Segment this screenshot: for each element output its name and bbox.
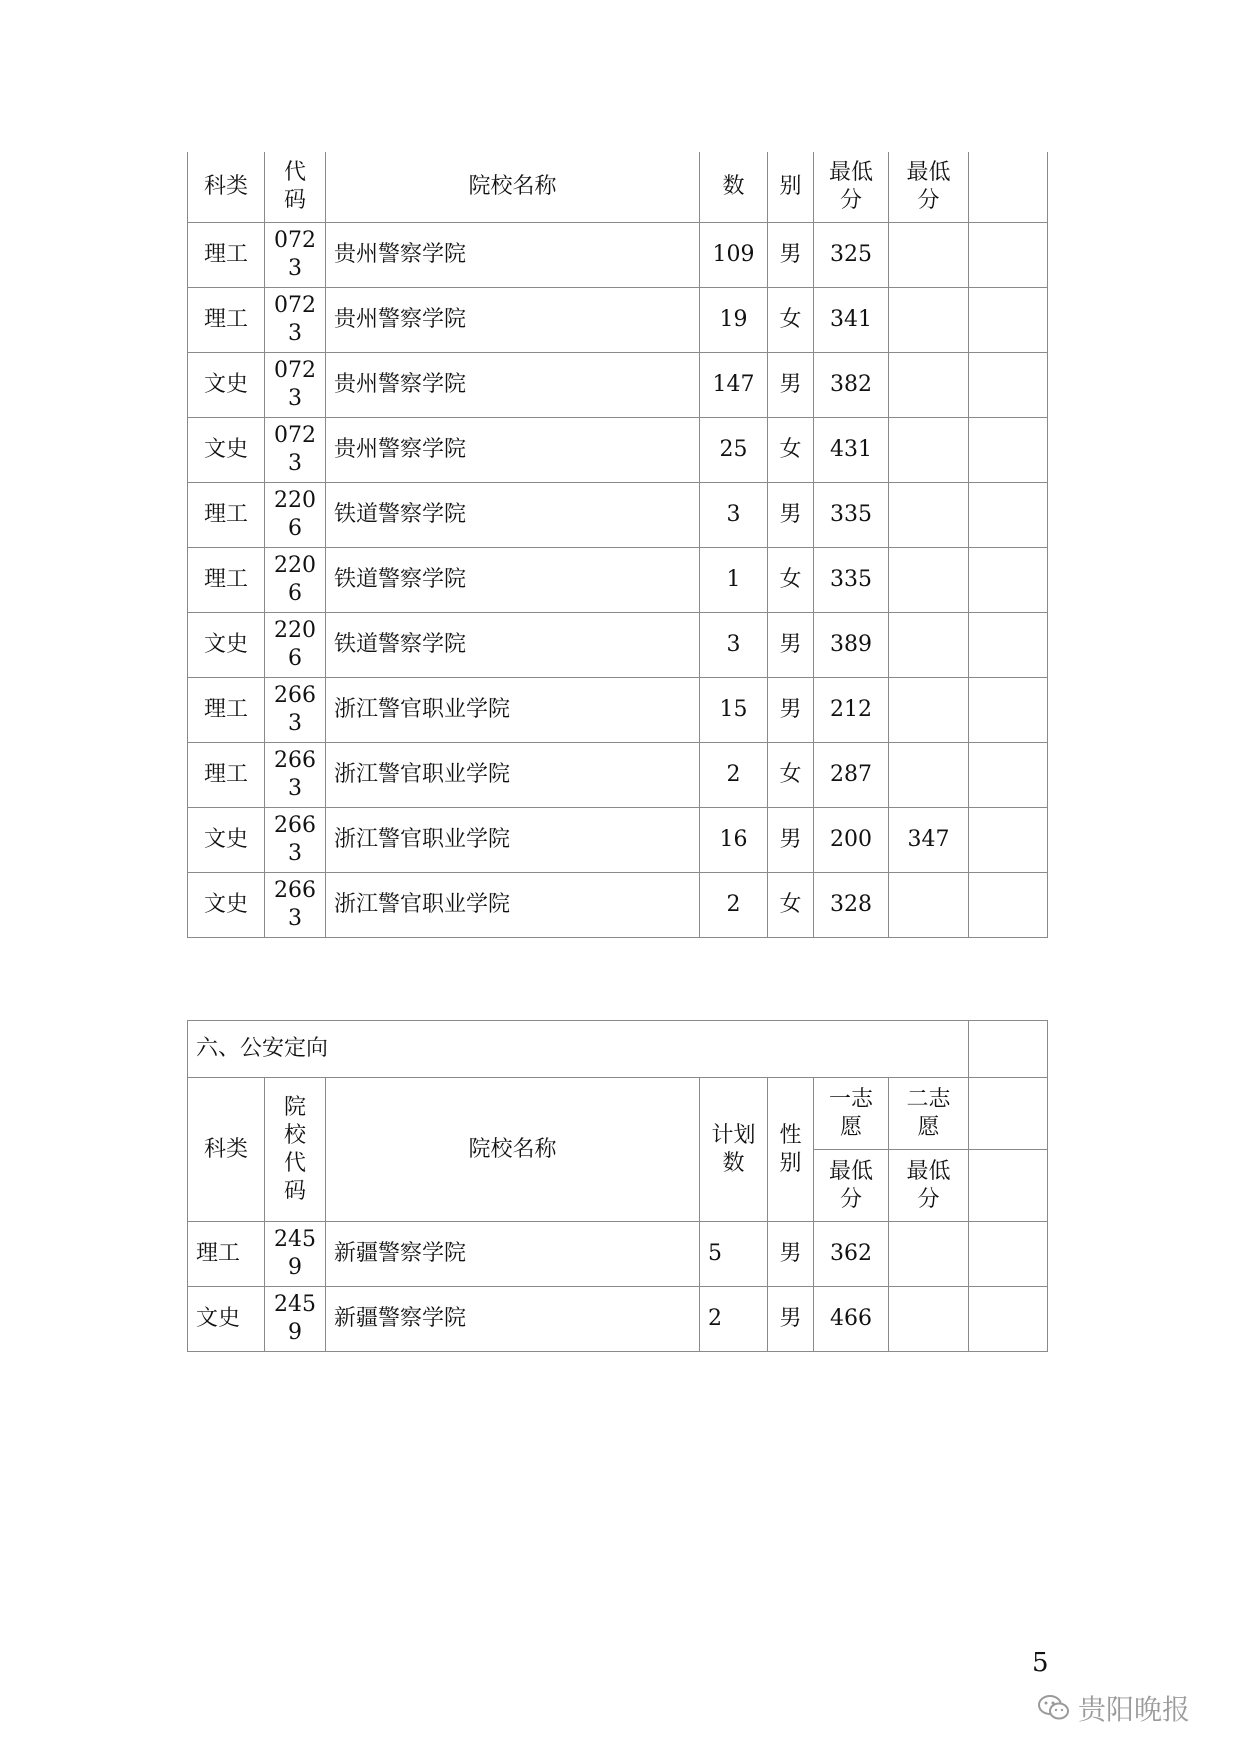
cell-code: 072 3 xyxy=(265,353,326,418)
cell-gender: 男 xyxy=(768,223,814,288)
cell-first-min: 431 xyxy=(814,418,889,483)
cell-first-min: 341 xyxy=(814,288,889,353)
page-top-cut xyxy=(187,0,1053,152)
cell-quota: 1 xyxy=(700,548,768,613)
cell-gender: 女 xyxy=(768,288,814,353)
cell-extra xyxy=(969,418,1048,483)
cell-quota: 25 xyxy=(700,418,768,483)
cell-gender: 男 xyxy=(768,353,814,418)
cell-code: 245 9 xyxy=(265,1287,326,1352)
cell-first-min: 466 xyxy=(814,1287,889,1352)
cell-gender: 男 xyxy=(768,1287,814,1352)
cell-first-min: 335 xyxy=(814,548,889,613)
table-row xyxy=(188,808,1048,873)
cell-school-name: 贵州警察学院 xyxy=(326,418,700,483)
cell-first-min: 362 xyxy=(814,1222,889,1287)
cell-first-min: 287 xyxy=(814,743,889,808)
table-row xyxy=(188,678,1048,743)
header-gender: 性 别 xyxy=(768,1078,814,1222)
cell-second-min xyxy=(889,288,969,353)
cell-quota: 15 xyxy=(700,678,768,743)
table-row xyxy=(188,223,1048,288)
cell-gender: 女 xyxy=(768,548,814,613)
cell-school-name: 新疆警察学院 xyxy=(326,1287,700,1352)
cell-extra xyxy=(969,808,1048,873)
cell-first-min: 335 xyxy=(814,483,889,548)
cell-code: 245 9 xyxy=(265,1222,326,1287)
cell-extra xyxy=(969,613,1048,678)
cell-second-min xyxy=(889,613,969,678)
cell-school-name: 贵州警察学院 xyxy=(326,223,700,288)
admission-table-continued xyxy=(187,150,1048,938)
cell-first-min: 382 xyxy=(814,353,889,418)
cell-quota: 2 xyxy=(700,1287,768,1352)
cell-quota: 19 xyxy=(700,288,768,353)
cell-second-min xyxy=(889,418,969,483)
cell-school-name: 浙江警官职业学院 xyxy=(326,808,700,873)
cell-second-min xyxy=(889,223,969,288)
cell-second-min xyxy=(889,483,969,548)
cell-gender: 女 xyxy=(768,873,814,938)
admission-table-section-six xyxy=(187,1020,1048,1352)
cell-category: 文史 xyxy=(188,873,265,938)
cell-quota: 16 xyxy=(700,808,768,873)
cell-extra xyxy=(969,353,1048,418)
cell-code: 266 3 xyxy=(265,808,326,873)
header-first-min: 最低 分 xyxy=(814,151,889,223)
cell-code: 266 3 xyxy=(265,873,326,938)
section-title-row xyxy=(188,1021,1048,1078)
cell-school-name: 浙江警官职业学院 xyxy=(326,743,700,808)
cell-school-name: 新疆警察学院 xyxy=(326,1222,700,1287)
header-gender: 别 xyxy=(768,151,814,223)
cell-code: 220 6 xyxy=(265,548,326,613)
cell-category: 文史 xyxy=(188,1287,265,1352)
cell-first-min: 325 xyxy=(814,223,889,288)
cell-extra xyxy=(969,483,1048,548)
cell-quota: 147 xyxy=(700,353,768,418)
cell-first-min: 212 xyxy=(814,678,889,743)
cell-school-name: 铁道警察学院 xyxy=(326,483,700,548)
page-number: 5 xyxy=(1032,1648,1049,1678)
cell-gender: 女 xyxy=(768,743,814,808)
cell-category: 文史 xyxy=(188,613,265,678)
cell-extra xyxy=(969,1287,1048,1352)
table-row xyxy=(188,1287,1048,1352)
cell-gender: 男 xyxy=(768,808,814,873)
cell-school-name: 贵州警察学院 xyxy=(326,288,700,353)
cell-second-min xyxy=(889,353,969,418)
header-quota: 计划 数 xyxy=(700,1078,768,1222)
header-first-choice: 一志 愿 xyxy=(814,1078,889,1150)
table-row xyxy=(188,548,1048,613)
table-row xyxy=(188,1222,1048,1287)
table-row xyxy=(188,353,1048,418)
header-code: 代 码 xyxy=(265,151,326,223)
cell-gender: 男 xyxy=(768,678,814,743)
header-code: 院 校 代 码 xyxy=(265,1078,326,1222)
table-row xyxy=(188,613,1048,678)
cell-category: 理工 xyxy=(188,548,265,613)
cell-code: 220 6 xyxy=(265,613,326,678)
table-row xyxy=(188,418,1048,483)
cell-code: 072 3 xyxy=(265,418,326,483)
table-row xyxy=(188,288,1048,353)
header-second-choice: 二志 愿 xyxy=(889,1078,969,1150)
cell-category: 文史 xyxy=(188,808,265,873)
cell-second-min xyxy=(889,873,969,938)
cell-quota: 3 xyxy=(700,613,768,678)
cell-gender: 男 xyxy=(768,1222,814,1287)
header-second-min: 最低 分 xyxy=(889,151,969,223)
cell-extra xyxy=(969,223,1048,288)
cell-category: 文史 xyxy=(188,418,265,483)
header-second-min: 最低 分 xyxy=(889,1150,969,1222)
table-row xyxy=(188,743,1048,808)
cell-category: 理工 xyxy=(188,1222,265,1287)
header-extra xyxy=(969,151,1048,223)
cell-school-name: 浙江警官职业学院 xyxy=(326,678,700,743)
cell-school-name: 铁道警察学院 xyxy=(326,548,700,613)
cell-code: 266 3 xyxy=(265,743,326,808)
cell-second-min: 347 xyxy=(889,808,969,873)
cell-first-min: 389 xyxy=(814,613,889,678)
cell-school-name: 铁道警察学院 xyxy=(326,613,700,678)
section-title: 六、公安定向 xyxy=(188,1021,969,1078)
cell-second-min xyxy=(889,743,969,808)
cell-code: 220 6 xyxy=(265,483,326,548)
cell-extra xyxy=(969,743,1048,808)
cell-second-min xyxy=(889,1222,969,1287)
header-school-name: 院校名称 xyxy=(326,1078,700,1222)
cell-category: 理工 xyxy=(188,223,265,288)
cell-quota: 2 xyxy=(700,873,768,938)
cell-extra xyxy=(969,873,1048,938)
header-category: 科类 xyxy=(188,151,265,223)
table-row xyxy=(188,873,1048,938)
cell-gender: 男 xyxy=(768,613,814,678)
cell-quota: 5 xyxy=(700,1222,768,1287)
cell-extra xyxy=(969,548,1048,613)
watermark-text: 贵阳晚报 xyxy=(1078,1693,1191,1726)
header-school-name: 院校名称 xyxy=(326,151,700,223)
cell-second-min xyxy=(889,678,969,743)
cell-code: 072 3 xyxy=(265,223,326,288)
cell-school-name: 贵州警察学院 xyxy=(326,353,700,418)
cell-category: 理工 xyxy=(188,678,265,743)
table-row xyxy=(188,483,1048,548)
cell-gender: 女 xyxy=(768,418,814,483)
cell-quota: 2 xyxy=(700,743,768,808)
header-first-min: 最低 分 xyxy=(814,1150,889,1222)
cell-category: 理工 xyxy=(188,288,265,353)
cell-quota: 109 xyxy=(700,223,768,288)
cell-extra xyxy=(969,678,1048,743)
cell-code: 072 3 xyxy=(265,288,326,353)
cell-extra xyxy=(969,1222,1048,1287)
header-category: 科类 xyxy=(188,1078,265,1222)
cell-quota: 3 xyxy=(700,483,768,548)
wechat-icon xyxy=(1038,1694,1070,1722)
cell-first-min: 328 xyxy=(814,873,889,938)
cell-second-min xyxy=(889,1287,969,1352)
header-row-top xyxy=(188,1078,1048,1150)
cell-category: 理工 xyxy=(188,483,265,548)
cell-category: 文史 xyxy=(188,353,265,418)
cell-code: 266 3 xyxy=(265,678,326,743)
cell-first-min: 200 xyxy=(814,808,889,873)
header-row-partial xyxy=(188,151,1048,223)
cell-gender: 男 xyxy=(768,483,814,548)
cell-extra xyxy=(969,288,1048,353)
header-quota: 数 xyxy=(700,151,768,223)
cell-school-name: 浙江警官职业学院 xyxy=(326,873,700,938)
watermark xyxy=(1038,1688,1190,1728)
cell-second-min xyxy=(889,548,969,613)
cell-category: 理工 xyxy=(188,743,265,808)
